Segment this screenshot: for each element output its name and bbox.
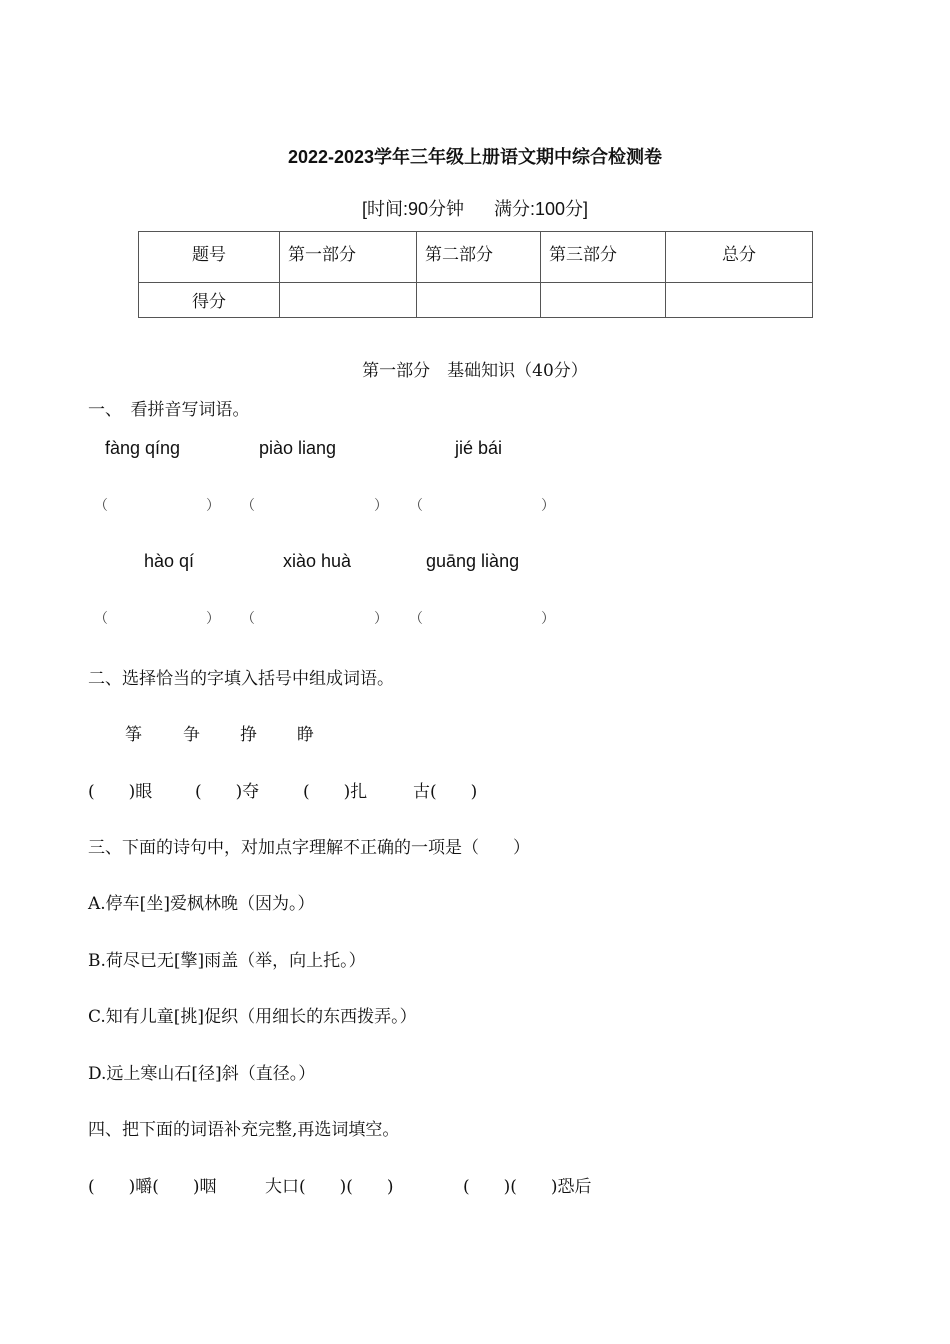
exam-info (0, 195, 950, 221)
answer-box-4-close: ） (206, 611, 220, 627)
answer-box-3-close: ） (541, 498, 555, 514)
q2-char-4: 睁 (297, 725, 314, 745)
header-cell-part3: 第三部分 (541, 232, 666, 283)
q3-title: 三、下面的诗句中，对加点字理解不正确的一项是（ ） (88, 838, 530, 858)
exam-time: [时间:90分钟 (361, 199, 464, 219)
answer-box-4-open: （ (94, 611, 108, 627)
q2-title: 二、选择恰当的字填入括号中组成词语。 (88, 669, 394, 689)
pinyin-3: jié bái (455, 438, 503, 458)
answer-box-5-open: （ (241, 611, 255, 627)
score-cell-total[interactable] (666, 283, 813, 318)
answer-box-5-close: ） (374, 611, 388, 627)
q2-blank-3: ( )扎 (303, 782, 368, 802)
answer-box-6-close: ） (541, 611, 555, 627)
score-table-score-row (139, 283, 813, 318)
pinyin-4: hào qí (144, 551, 195, 571)
answer-box-6-open: （ (409, 611, 423, 627)
answer-box-1-open: （ (94, 498, 108, 514)
q4-title: 四、把下面的词语补充完整,再选词填空。 (88, 1120, 400, 1140)
exam-full-score: 满分:100分] (493, 199, 589, 219)
score-table-header-row (139, 232, 813, 283)
q4-blank-3: ( )( )恐后 (463, 1177, 592, 1197)
q3-option-d: D.远上寒山石[径]斜（直径。） (88, 1064, 316, 1084)
pinyin-5: xiào huà (283, 551, 352, 571)
q4-blank-2: 大口( )( ) (265, 1177, 394, 1197)
pinyin-1: fàng qíng (105, 438, 181, 458)
q2-blank-1: ( )眼 (88, 782, 153, 802)
answer-box-3-open: （ (409, 498, 423, 514)
header-cell-part2: 第二部分 (417, 232, 541, 283)
score-cell-part2[interactable] (417, 283, 541, 318)
pinyin-6: guāng liàng (426, 551, 520, 571)
part1-heading: 第一部分 基础知识（40分） (362, 361, 588, 381)
q2-char-3: 挣 (240, 725, 257, 745)
score-row-label: 得分 (139, 283, 280, 318)
q4-blank-1: ( )嚼( )咽 (88, 1177, 217, 1197)
q2-blank-2: ( )夺 (195, 782, 260, 802)
page-title: 2022-2023学年三年级上册语文期中综合检测卷 (287, 147, 663, 167)
q1-title: 一、 看拼音写词语。 (88, 400, 250, 420)
header-cell-total: 总分 (666, 232, 813, 283)
score-cell-part3[interactable] (541, 283, 666, 318)
q2-char-2: 争 (183, 725, 200, 745)
header-cell-number: 题号 (139, 232, 280, 283)
score-cell-part1[interactable] (280, 283, 417, 318)
answer-box-1-close: ） (206, 498, 220, 514)
q2-blank-4: 古( ) (413, 782, 478, 802)
q3-option-c: C.知有儿童[挑]促织（用细长的东西拨弄。） (88, 1007, 417, 1027)
q3-option-b: B.荷尽已无[擎]雨盖（举，向上托。） (88, 951, 366, 971)
answer-box-2-close: ） (374, 498, 388, 514)
q3-option-a: A.停车[坐]爱枫林晚（因为。） (88, 894, 315, 914)
pinyin-2: piào liang (259, 438, 337, 458)
answer-box-2-open: （ (241, 498, 255, 514)
score-table (138, 231, 813, 318)
header-cell-part1: 第一部分 (280, 232, 417, 283)
q2-char-1: 筝 (125, 725, 142, 745)
